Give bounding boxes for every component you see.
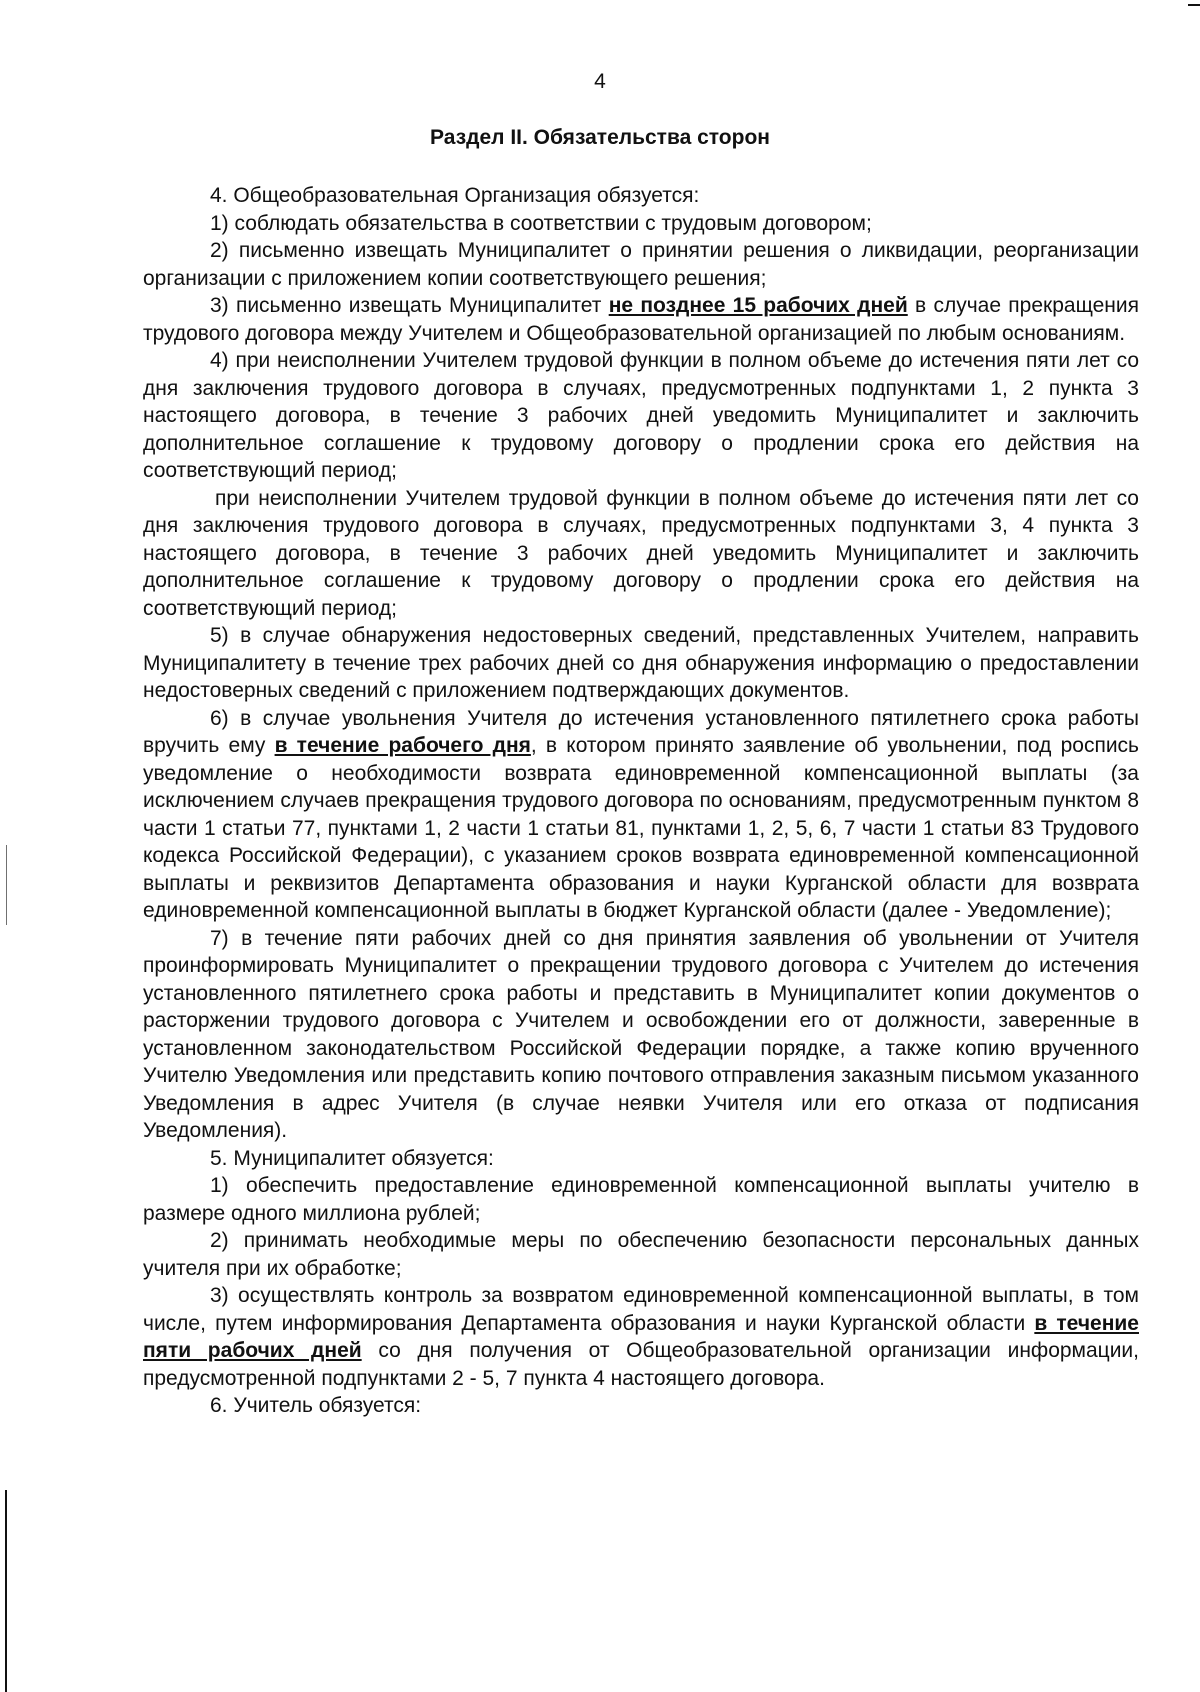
scan-edge-mark	[5, 1490, 7, 1692]
paragraph: 3) осуществлять контроль за возвратом единовременной компенсационной выплаты, в том числе, путем информирования Департамента образования и науки Курганской области в течение пяти рабочих дней со дня получения от Общеобразовательной организации информации, предусмотренной подпунктами 2 - 5, 7 пункта 4 настоящего договора.	[143, 1284, 1139, 1390]
paragraph: 7) в течение пяти рабочих дней со дня принятия заявления об увольнении от Учителя проинформировать Муниципалитет о прекращении трудового договора с Учителем до истечения установленного пятилетнего срока работы и представить в Муниципалитет копии документов о расторжении трудового договора с Учителем и освобождении его от должности, заверенные в установленном законодательством Российской Федерации порядке, а также копию врученного Учителю Уведомления или представить копию почтового отправления заказным письмом указанного Уведомления в адрес Учителя (в случае неявки Учителя или его отказа от подписания Уведомления).	[143, 926, 1139, 1142]
paragraph: 1) соблюдать обязательства в соответствии с трудовым договором;	[210, 211, 872, 235]
paragraph: 2) принимать необходимые меры по обеспечению безопасности персональных данных учителя при их обработке;	[143, 1229, 1139, 1280]
emphasized-term: в течение рабочего дня	[274, 734, 531, 757]
paragraph: 1) обеспечить предоставление единовременной компенсационной выплаты учителю в размере одного миллиона рублей;	[143, 1174, 1139, 1225]
scan-edge-mark	[1188, 4, 1200, 6]
paragraph: 3) письменно извещать Муниципалитет не позднее 15 рабочих дней в случае прекращения трудового договора между Учителем и Общеобразовательной организацией по любым основаниям.	[143, 294, 1139, 345]
document-body	[143, 182, 1139, 1420]
paragraph: 5) в случае обнаружения недостоверных сведений, представленных Учителем, направить Муниципалитету в течение трех рабочих дней со дня обнаружения информацию о предоставлении недостоверных сведений с приложением подтверждающих документов.	[143, 624, 1139, 702]
paragraph: 5. Муниципалитет обязуется:	[210, 1146, 494, 1170]
page-number: 4	[594, 70, 606, 93]
section-title: Раздел II. Обязательства сторон	[430, 126, 770, 149]
paragraph: 6) в случае увольнения Учителя до истечения установленного пятилетнего срока работы вручить ему в течение рабочего дня, в котором принято заявление об увольнении, под роспись уведомление о необходимости возврата единовременной компенсационной выплаты (за исключением случаев прекращения трудового договора по основаниям, предусмотренным пунктом 8 части 1 статьи 77, пунктами 1, 2 части 1 статьи 81, пунктами 1, 2, 5, 6, 7 части 1 статьи 83 Трудового кодекса Российской Федерации), с указанием сроков возврата единовременной компенсационной выплаты и реквизитов Департамента образования и науки Курганской области для возврата единовременной компенсационной выплаты в бюджет Курганской области (далее - Уведомление);	[143, 706, 1139, 922]
paragraph: 4. Общеобразовательная Организация обязуется:	[210, 184, 700, 207]
paragraph: 2) письменно извещать Муниципалитет о принятии решения о ликвидации, реорганизации организации с приложением копии соответствующего решения;	[143, 239, 1139, 290]
paragraph: при неисполнении Учителем трудовой функции в полном объеме до истечения пяти лет со дня заключения трудового договора в случаях, предусмотренных подпунктами 3, 4 пункта 3 настоящего договора, в течение 3 рабочих дней уведомить Муниципалитет и заключить дополнительное соглашение к трудовому договору о продлении срока его действия на соответствующий период;	[143, 486, 1139, 620]
emphasized-term: в течение пяти рабочих дней	[143, 1311, 1139, 1362]
scan-edge-mark	[6, 845, 7, 925]
emphasized-term: не позднее 15 рабочих дней	[608, 294, 908, 317]
paragraph: 6. Учитель обязуется:	[210, 1394, 422, 1417]
paragraph: 4) при неисполнении Учителем трудовой функции в полном объеме до истечения пяти лет со дня заключения трудового договора в случаях, предусмотренных подпунктами 1, 2 пункта 3 настоящего договора, в течение 3 рабочих дней уведомить Муниципалитет и заключить дополнительное соглашение к трудовому договору о продлении срока его действия на соответствующий период;	[143, 349, 1139, 482]
